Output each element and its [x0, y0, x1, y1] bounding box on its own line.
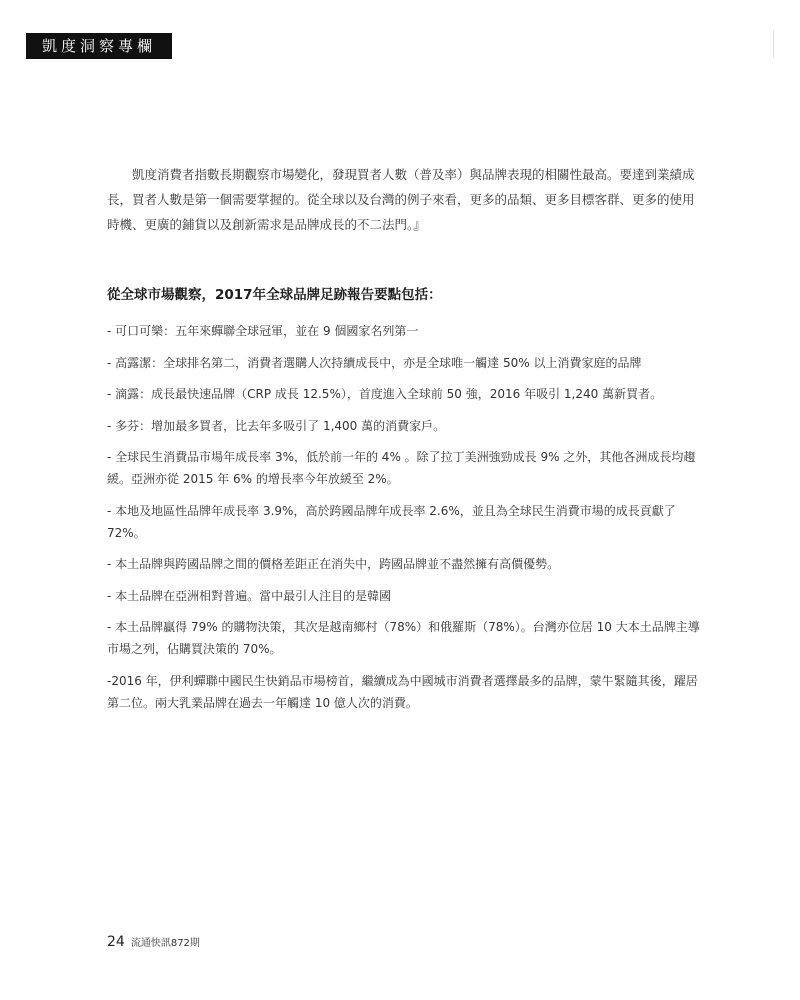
page-footer: [107, 934, 200, 950]
page-edge-divider: [773, 30, 774, 58]
list-item: - 本地及地區性品牌年成長率 3.9%，高於跨國品牌年成長率 2.6%，並且為全球民生消費市場的成長貢獻了 72%。: [107, 503, 676, 540]
page-number: 24: [107, 934, 125, 950]
list-item: - 可口可樂：五年來蟬聯全球冠軍，並在 9 個國家名列第一: [107, 324, 419, 338]
column-title-badge: 凱度洞察專欄: [26, 33, 172, 59]
list-item: - 全球民生消費品市場年成長率 3%，低於前一年的 4% 。除了拉丁美洲強勁成長 9% 之外，其他各洲成長均趨緩。亞洲亦從 2015 年 6% 的增長率今年放緩至 2%。: [107, 450, 696, 486]
list-item: - 高露潔：全球排名第二，消費者選購人次持續成長中，亦是全球唯一觸達 50% 以上消費家庭的品牌: [107, 355, 642, 370]
key-points-list: [107, 320, 701, 723]
list-item: - 多芬：增加最多買者，比去年多吸引了 1,400 萬的消費家戶。: [107, 418, 446, 433]
list-item: -2016 年，伊利蟬聯中國民生快銷品市場榜首，繼續成為中國城市消費者選擇最多的品牌，蒙牛緊隨其後，躍居第二位。兩大乳業品牌在過去一年觸達 10 億人次的消費。: [107, 673, 698, 710]
list-item: - 本土品牌與跨國品牌之間的價格差距正在消失中，跨國品牌並不盡然擁有高價優勢。: [107, 557, 560, 571]
intro-paragraph: 凱度消費者指數長期觀察市場變化，發現買者人數（普及率）與品牌表現的相關性最高。要達到業績成長，買者人數是第一個需要掌握的。從全球以及台灣的例子來看，更多的品類、更多目標客群、更多的使用時機、更廣的鋪貨以及創新需求是品牌成長的不二法門。』: [107, 167, 695, 232]
list-item: - 滴露：成長最快速品牌（CRP 成長 12.5%），首度進入全球前 50 強，2016 年吸引 1,240 萬新買者。: [107, 387, 663, 401]
issue-label: 流通快訊872期: [130, 938, 200, 949]
list-item: - 本土品牌贏得 79% 的購物決策，其次是越南鄉村（78%）和俄羅斯（78%）。台灣亦位居 10 大本土品牌主導市場之列，佔購買決策的 70%。: [107, 620, 700, 656]
section-heading: 從全球市場觀察，2017年全球品牌足跡報告要點包括：: [107, 287, 442, 303]
list-item: - 本土品牌在亞洲相對普遍。當中最引人注目的是韓國: [107, 588, 392, 603]
